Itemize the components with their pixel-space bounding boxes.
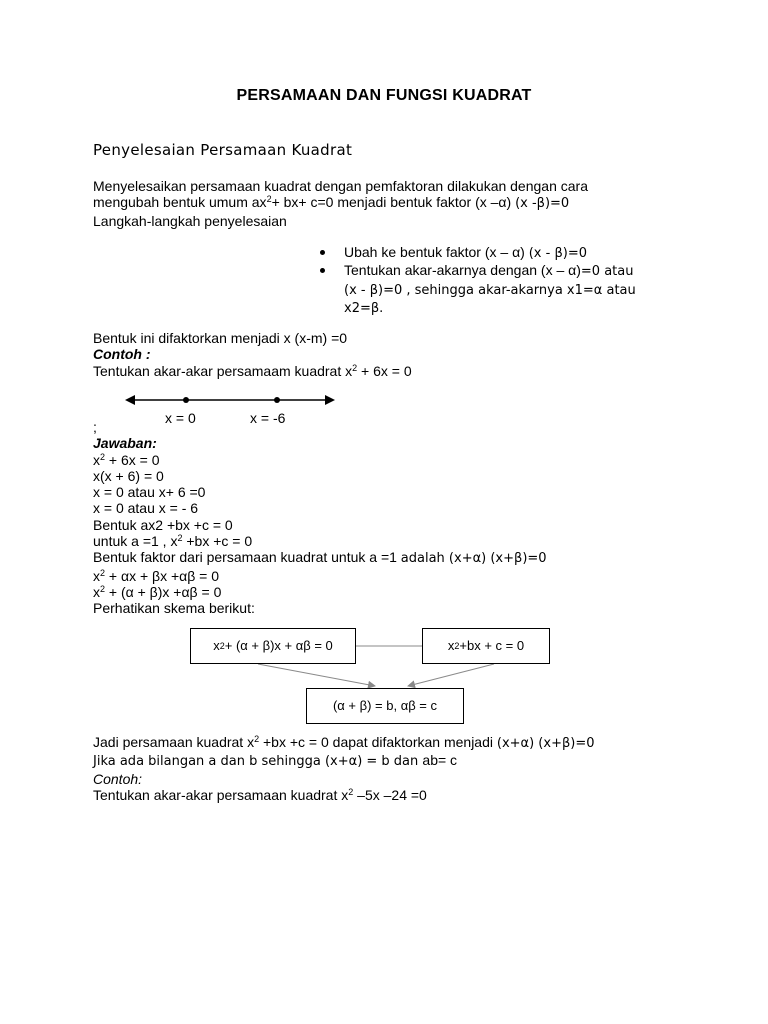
example-intro: Bentuk ini difaktorkan menjadi x (x-m) =0 bbox=[93, 330, 348, 346]
schema-box-factor-form: x 2 + (α + β)x + αβ = 0 bbox=[190, 628, 356, 664]
answer-text: Bentuk faktor dari persamaan kuadrat untuk a =1 bbox=[93, 549, 401, 566]
conclusion-line bbox=[93, 734, 595, 752]
answer-block bbox=[93, 419, 547, 617]
arrow-right-icon bbox=[325, 395, 335, 405]
answer-line: Bentuk ax2 +bx +c = 0 bbox=[93, 516, 233, 533]
answer-text: x bbox=[93, 451, 100, 468]
number-line bbox=[125, 390, 335, 410]
answer-line: x = 0 atau x+ 6 =0 bbox=[93, 484, 206, 501]
intro-paragraph bbox=[93, 178, 588, 229]
answer-line: x(x + 6) = 0 bbox=[93, 467, 164, 484]
list-item-continued bbox=[320, 281, 680, 299]
list-item bbox=[320, 244, 680, 262]
arrow-left-icon bbox=[125, 395, 135, 405]
box-text: + (α + β)x + αβ = 0 bbox=[224, 637, 333, 653]
superscript: 2 bbox=[100, 451, 106, 462]
superscript: 2 bbox=[177, 533, 183, 544]
example-label: Contoh: bbox=[93, 770, 143, 787]
intro-text: (x -β)=0 bbox=[515, 196, 570, 212]
answer-text: + αx + βx +αβ = 0 bbox=[105, 567, 220, 584]
answer-text: +bx +c = 0 bbox=[182, 533, 253, 550]
conclusion-block bbox=[93, 734, 595, 803]
example-question bbox=[93, 363, 412, 379]
list-item-continued bbox=[320, 299, 680, 317]
step-text: (x - β)=0 bbox=[528, 246, 587, 261]
step-text: (x - β)=0 , sehingga akar-akarnya x1=α atau bbox=[344, 282, 636, 298]
answer-text: + (α + β)x +αβ = 0 bbox=[105, 583, 222, 600]
conclusion-text: +bx +c = 0 dapat difaktorkan menjadi bbox=[259, 734, 497, 750]
conclusion-text: ab= c bbox=[422, 752, 458, 769]
schema-box-relation: (α + β) = b, αβ = c bbox=[306, 688, 464, 724]
answer-text: x bbox=[93, 583, 100, 600]
steps-list bbox=[320, 244, 680, 317]
conclusion-line bbox=[93, 787, 595, 803]
answer-text: adalah (x+α) (x+β)=0 bbox=[400, 551, 547, 567]
step-text: x2=β. bbox=[344, 300, 384, 316]
answer-text: untuk a =1 , x bbox=[93, 533, 178, 550]
box-text: x bbox=[213, 637, 220, 653]
intro-line-3: Langkah-langkah penyelesaian bbox=[93, 212, 287, 229]
box-text: +bx + c = 0 bbox=[459, 637, 525, 653]
question-text: + 6x = 0 bbox=[357, 362, 412, 379]
point-x-6 bbox=[274, 397, 280, 403]
superscript: 2 bbox=[352, 362, 358, 373]
step-text: =0 atau bbox=[580, 264, 634, 280]
question-text: Tentukan akar-akar persamaam kuadrat x bbox=[93, 362, 353, 379]
conclusion-text: (x+α) (x+β)=0 bbox=[496, 736, 595, 751]
answer-line bbox=[93, 584, 547, 600]
answer-line bbox=[93, 533, 547, 549]
conclusion-text: Tentukan akar-akar persamaan kuadrat x bbox=[93, 786, 349, 803]
page-title: PERSAMAAN DAN FUNGSI KUADRAT bbox=[236, 87, 532, 104]
intro-line-1: Menyelesaikan persamaan kuadrat dengan pemfaktoran dilakukan dengan cara bbox=[93, 178, 588, 194]
point-x0 bbox=[183, 397, 189, 403]
answer-heading: Jawaban: bbox=[93, 435, 157, 452]
list-item bbox=[320, 262, 680, 280]
step-text: Tentukan akar-akarnya dengan (x – α) bbox=[344, 262, 581, 279]
answer-text: + 6x = 0 bbox=[105, 451, 160, 468]
intro-text: mengubah bentuk umum ax bbox=[93, 194, 267, 211]
section-heading: Penyelesaian Persamaan Kuadrat bbox=[93, 141, 353, 159]
step-text: Ubah ke bentuk faktor (x – α) bbox=[344, 244, 529, 260]
number-line-label-left: x = 0 bbox=[165, 410, 196, 426]
answer-line bbox=[93, 452, 547, 468]
answer-line bbox=[93, 549, 547, 567]
answer-line bbox=[93, 568, 547, 584]
intro-line-2 bbox=[93, 194, 588, 212]
superscript: 2 bbox=[100, 583, 106, 594]
conclusion-text: Jadi persamaan kuadrat x bbox=[93, 734, 255, 750]
connector-arrow-right bbox=[408, 664, 494, 686]
separator-mark: ; bbox=[93, 419, 97, 435]
bullet-icon bbox=[320, 268, 325, 273]
intro-text: + bx+ c=0 menjadi bentuk faktor (x –α) bbox=[271, 194, 516, 211]
schema-box-general-form: x 2 +bx + c = 0 bbox=[422, 628, 550, 664]
conclusion-line bbox=[93, 752, 595, 770]
conclusion-text: Jika ada bilangan a dan b sehingga (x+α) = b dan bbox=[93, 754, 423, 770]
bullet-icon bbox=[320, 250, 325, 255]
conclusion-text: –5x –24 =0 bbox=[353, 786, 427, 803]
superscript: 2 bbox=[100, 567, 106, 578]
box-text: x bbox=[447, 637, 455, 653]
number-line-label-right: x = -6 bbox=[250, 410, 286, 426]
connector-arrow-left bbox=[258, 664, 375, 686]
answer-line: x = 0 atau x = - 6 bbox=[93, 500, 199, 517]
answer-text: x bbox=[93, 567, 100, 584]
superscript: 2 bbox=[348, 786, 354, 797]
superscript: 2 bbox=[266, 194, 272, 205]
answer-line: Perhatikan skema berikut: bbox=[93, 600, 255, 617]
example-label: Contoh : bbox=[93, 346, 151, 363]
superscript: 2 bbox=[254, 734, 260, 744]
example-block bbox=[93, 330, 412, 379]
